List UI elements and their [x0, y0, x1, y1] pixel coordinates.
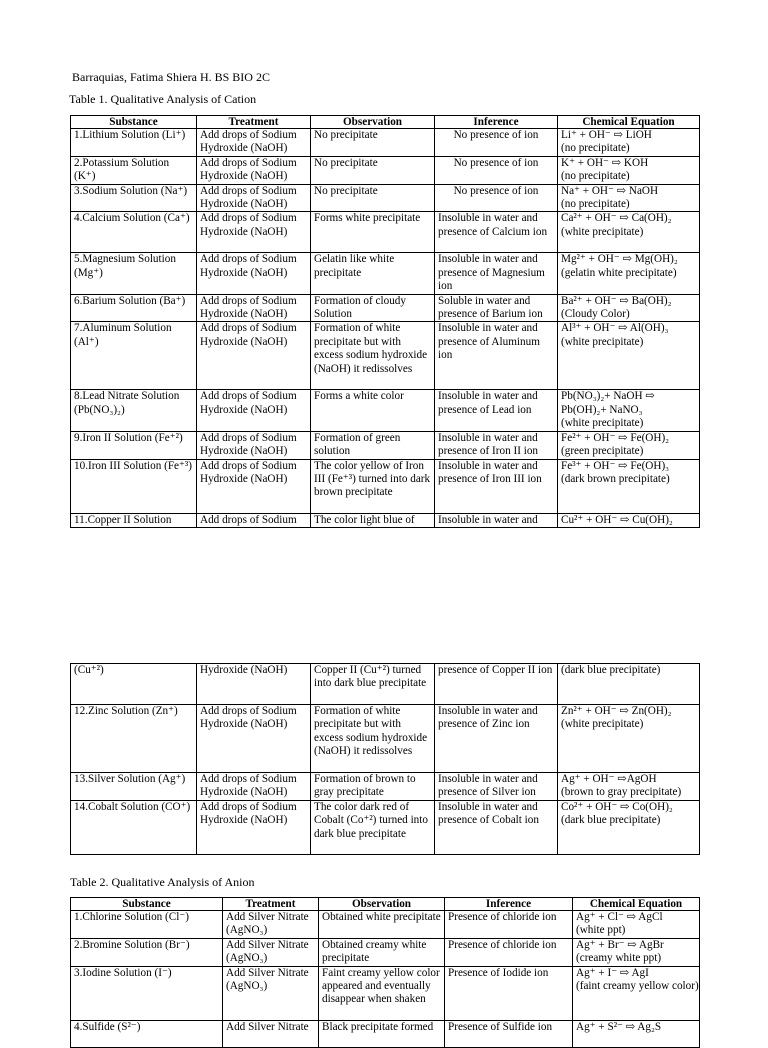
- substance-cell: 7.Aluminum Solution (Al⁺): [71, 322, 197, 390]
- substance-cell: 12.Zinc Solution (Zn⁺): [71, 705, 197, 773]
- table-header-row: [71, 898, 700, 911]
- inference-cell: Insoluble in water and: [435, 513, 558, 527]
- treatment-cell: Add drops of Sodium Hydroxide (NaOH): [197, 800, 311, 854]
- equation-cell: Zn²⁺ + OH⁻ ⇨ Zn(OH)₂ (white precipitate): [558, 705, 700, 773]
- header-inference: Inference: [445, 898, 573, 911]
- table-row: [71, 294, 700, 322]
- table-row: [71, 184, 700, 212]
- substance-cell: 2.Potassium Solution (K⁺): [71, 156, 197, 184]
- substance-cell: 1.Chlorine Solution (Cl⁻): [71, 911, 223, 939]
- treatment-cell: Add drops of Sodium Hydroxide (NaOH): [197, 459, 311, 513]
- substance-cell: 4.Calcium Solution (Ca⁺): [71, 212, 197, 253]
- substance-cell: (Cu⁺²): [71, 664, 197, 705]
- observation-cell: The color dark red of Cobalt (Co⁺²) turned into dark blue precipitate: [311, 800, 435, 854]
- equation-cell: Ag⁺ + S²⁻ ⇨ Ag₂S: [573, 1020, 700, 1047]
- table-row: [71, 705, 700, 773]
- equation-cell: Pb(NO₃)₂+ NaOH ⇨ Pb(OH)₂+ NaNO₃ (white precipitate): [558, 390, 700, 431]
- table-header-row: [71, 116, 700, 129]
- inference-cell: No presence of ion: [435, 129, 558, 157]
- observation-cell: Copper II (Cu⁺²) turned into dark blue precipitate: [311, 664, 435, 705]
- observation-cell: Formation of brown to gray precipitate: [311, 773, 435, 801]
- substance-cell: 5.Magnesium Solution (Mg⁺): [71, 253, 197, 294]
- inference-cell: Insoluble in water and presence of Magnesium ion: [435, 253, 558, 294]
- equation-cell: Al³⁺ + OH⁻ ⇨ Al(OH)₃ (white precipitate): [558, 322, 700, 390]
- inference-cell: No presence of ion: [435, 156, 558, 184]
- treatment-cell: Add drops of Sodium Hydroxide (NaOH): [197, 773, 311, 801]
- substance-cell: 3.Iodine Solution (I⁻): [71, 966, 223, 1020]
- table1-caption: Table 1. Qualitative Analysis of Cation: [69, 92, 257, 106]
- treatment-cell: Add Silver Nitrate (AgNO₃): [223, 966, 319, 1020]
- inference-cell: Insoluble in water and presence of Iron II ion: [435, 431, 558, 459]
- equation-cell: Ag⁺ + OH⁻ ⇨AgOH (brown to gray precipitate): [558, 773, 700, 801]
- observation-cell: The color light blue of: [311, 513, 435, 527]
- equation-cell: Ag⁺ + Br⁻ ⇨ AgBr (creamy white ppt): [573, 938, 700, 966]
- observation-cell: No precipitate: [311, 156, 435, 184]
- header-treatment: Treatment: [223, 898, 319, 911]
- inference-cell: presence of Copper II ion: [435, 664, 558, 705]
- inference-cell: Insoluble in water and presence of Iron III ion: [435, 459, 558, 513]
- table-row: [71, 1020, 700, 1047]
- observation-cell: Faint creamy yellow color appeared and eventually disappear when shaken: [319, 966, 445, 1020]
- inference-cell: Insoluble in water and presence of Aluminum ion: [435, 322, 558, 390]
- observation-cell: Formation of white precipitate but with excess sodium hydroxide (NaOH) it redissolves: [311, 322, 435, 390]
- header-substance: Substance: [71, 116, 197, 129]
- table-row: [71, 664, 700, 705]
- inference-cell: Soluble in water and presence of Barium ion: [435, 294, 558, 322]
- table-row: [71, 773, 700, 801]
- equation-cell: Ag⁺ + I⁻ ⇨ AgI (faint creamy yellow color): [573, 966, 700, 1020]
- treatment-cell: Add Silver Nitrate (AgNO₃): [223, 938, 319, 966]
- treatment-cell: Add drops of Sodium Hydroxide (NaOH): [197, 322, 311, 390]
- table-row: [71, 911, 700, 939]
- inference-cell: Presence of chloride ion: [445, 911, 573, 939]
- inference-cell: No presence of ion: [435, 184, 558, 212]
- substance-cell: 4.Sulfide (S²⁻): [71, 1020, 223, 1047]
- table-row: [71, 459, 700, 513]
- table-row: [71, 800, 700, 854]
- treatment-cell: Hydroxide (NaOH): [197, 664, 311, 705]
- observation-cell: Formation of cloudy Solution: [311, 294, 435, 322]
- substance-cell: 1.Lithium Solution (Li⁺): [71, 129, 197, 157]
- inference-cell: Insoluble in water and presence of Calcium ion: [435, 212, 558, 253]
- treatment-cell: Add drops of Sodium: [197, 513, 311, 527]
- observation-cell: Forms white precipitate: [311, 212, 435, 253]
- substance-cell: 14.Cobalt Solution (CO⁺): [71, 800, 197, 854]
- equation-cell: Mg²⁺ + OH⁻ ⇨ Mg(OH)₂ (gelatin white precipitate): [558, 253, 700, 294]
- header-chemical-equation: Chemical Equation: [558, 116, 700, 129]
- substance-cell: 3.Sodium Solution (Na⁺): [71, 184, 197, 212]
- table2-caption: Table 2. Qualitative Analysis of Anion: [70, 875, 255, 889]
- equation-cell: Cu²⁺ + OH⁻ ⇨ Cu(OH)₂: [558, 513, 700, 527]
- equation-cell: Co²⁺ + OH⁻ ⇨ Co(OH)₂ (dark blue precipitate): [558, 800, 700, 854]
- header-chemical-equation: Chemical Equation: [573, 898, 700, 911]
- inference-cell: Presence of Sulfide ion: [445, 1020, 573, 1047]
- table-row: [71, 513, 700, 527]
- treatment-cell: Add drops of Sodium Hydroxide (NaOH): [197, 431, 311, 459]
- treatment-cell: Add drops of Sodium Hydroxide (NaOH): [197, 294, 311, 322]
- substance-cell: 8.Lead Nitrate Solution (Pb(NO₃)₂): [71, 390, 197, 431]
- table-row: [71, 212, 700, 253]
- author-line: Barraquias, Fatima Shiera H. BS BIO 2C: [72, 70, 270, 84]
- observation-cell: Obtained creamy white precipitate: [319, 938, 445, 966]
- substance-cell: 11.Copper II Solution: [71, 513, 197, 527]
- treatment-cell: Add drops of Sodium Hydroxide (NaOH): [197, 156, 311, 184]
- inference-cell: Insoluble in water and presence of Zinc ion: [435, 705, 558, 773]
- header-observation: Observation: [311, 116, 435, 129]
- treatment-cell: Add Silver Nitrate: [223, 1020, 319, 1047]
- treatment-cell: Add Silver Nitrate (AgNO₃): [223, 911, 319, 939]
- table-row: [71, 966, 700, 1020]
- table-row: [71, 938, 700, 966]
- substance-cell: 10.Iron III Solution (Fe⁺³): [71, 459, 197, 513]
- table-row: [71, 431, 700, 459]
- table-row: [71, 390, 700, 431]
- header-observation: Observation: [319, 898, 445, 911]
- equation-cell: Fe³⁺ + OH⁻ ⇨ Fe(OH)₃ (dark brown precipitate): [558, 459, 700, 513]
- inference-cell: Presence of Iodide ion: [445, 966, 573, 1020]
- equation-cell: Na⁺ + OH⁻ ⇨ NaOH (no precipitate): [558, 184, 700, 212]
- inference-cell: Insoluble in water and presence of Lead ion: [435, 390, 558, 431]
- inference-cell: Presence of chloride ion: [445, 938, 573, 966]
- equation-cell: Ba²⁺ + OH⁻ ⇨ Ba(OH)₂ (Cloudy Color): [558, 294, 700, 322]
- equation-cell: (dark blue precipitate): [558, 664, 700, 705]
- observation-cell: Forms a white color: [311, 390, 435, 431]
- anion-table: [70, 897, 700, 1048]
- inference-cell: Insoluble in water and presence of Silver ion: [435, 773, 558, 801]
- treatment-cell: Add drops of Sodium Hydroxide (NaOH): [197, 129, 311, 157]
- treatment-cell: Add drops of Sodium Hydroxide (NaOH): [197, 253, 311, 294]
- observation-cell: Formation of green solution: [311, 431, 435, 459]
- observation-cell: Obtained white precipitate: [319, 911, 445, 939]
- treatment-cell: Add drops of Sodium Hydroxide (NaOH): [197, 390, 311, 431]
- treatment-cell: Add drops of Sodium Hydroxide (NaOH): [197, 212, 311, 253]
- substance-cell: 9.Iron II Solution (Fe⁺²): [71, 431, 197, 459]
- observation-cell: Gelatin like white precipitate: [311, 253, 435, 294]
- equation-cell: Li⁺ + OH⁻ ⇨ LiOH (no precipitate): [558, 129, 700, 157]
- cation-table-continued: [70, 663, 700, 855]
- equation-cell: Ag⁺ + Cl⁻ ⇨ AgCl (white ppt): [573, 911, 700, 939]
- table-row: [71, 129, 700, 157]
- inference-cell: Insoluble in water and presence of Cobalt ion: [435, 800, 558, 854]
- observation-cell: Black precipitate formed: [319, 1020, 445, 1047]
- substance-cell: 6.Barium Solution (Ba⁺): [71, 294, 197, 322]
- equation-cell: Fe²⁺ + OH⁻ ⇨ Fe(OH)₂ (green precipitate): [558, 431, 700, 459]
- observation-cell: No precipitate: [311, 184, 435, 212]
- table-row: [71, 253, 700, 294]
- substance-cell: 13.Silver Solution (Ag⁺): [71, 773, 197, 801]
- substance-cell: 2.Bromine Solution (Br⁻): [71, 938, 223, 966]
- header-substance: Substance: [71, 898, 223, 911]
- equation-cell: K⁺ + OH⁻ ⇨ KOH (no precipitate): [558, 156, 700, 184]
- observation-cell: No precipitate: [311, 129, 435, 157]
- cation-table: [70, 115, 700, 528]
- treatment-cell: Add drops of Sodium Hydroxide (NaOH): [197, 705, 311, 773]
- table-row: [71, 322, 700, 390]
- table-row: [71, 156, 700, 184]
- observation-cell: The color yellow of Iron III (Fe⁺³) turned into dark brown precipitate: [311, 459, 435, 513]
- header-inference: Inference: [435, 116, 558, 129]
- observation-cell: Formation of white precipitate but with excess sodium hydroxide (NaOH) it redissolves: [311, 705, 435, 773]
- equation-cell: Ca²⁺ + OH⁻ ⇨ Ca(OH)₂ (white precipitate): [558, 212, 700, 253]
- header-treatment: Treatment: [197, 116, 311, 129]
- treatment-cell: Add drops of Sodium Hydroxide (NaOH): [197, 184, 311, 212]
